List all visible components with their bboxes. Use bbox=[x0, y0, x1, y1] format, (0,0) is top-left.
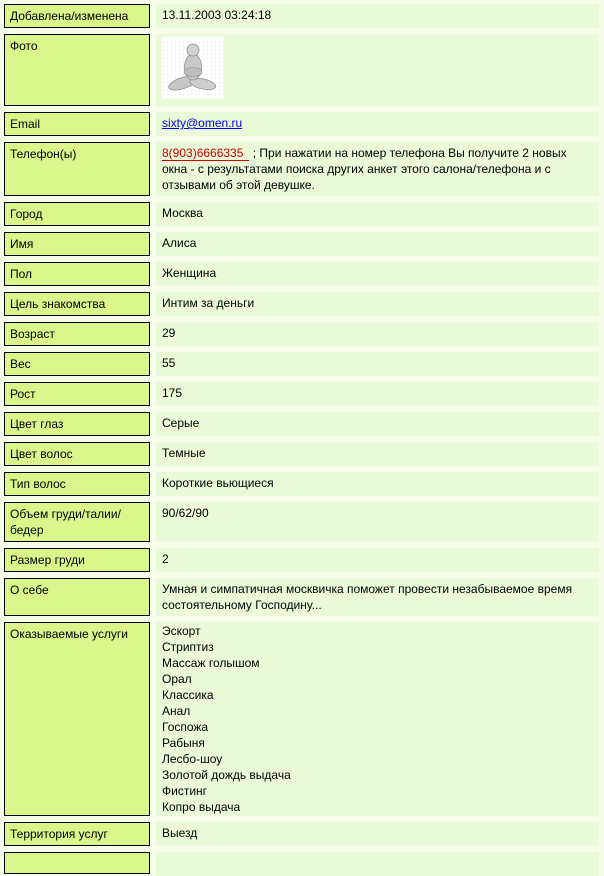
field-label: Email bbox=[4, 112, 150, 136]
table-row bbox=[4, 202, 599, 226]
table-row bbox=[4, 262, 599, 286]
field-value-text: 90/62/90 bbox=[162, 506, 209, 520]
field-value bbox=[156, 578, 599, 616]
service-item: Госпожа bbox=[162, 720, 209, 734]
field-label: Размер груди bbox=[4, 548, 150, 572]
field-value bbox=[156, 852, 599, 876]
field-value bbox=[156, 142, 599, 196]
field-value bbox=[156, 502, 599, 542]
table-row bbox=[4, 382, 599, 406]
field-value bbox=[156, 472, 599, 496]
field-value-text: Короткие вьющиеся bbox=[162, 476, 274, 490]
profile-photo[interactable] bbox=[162, 37, 224, 99]
field-value bbox=[156, 622, 599, 816]
table-row-cutoff bbox=[4, 852, 599, 876]
field-label: Оказываемые услуги bbox=[4, 622, 150, 816]
field-value-text: Выезд bbox=[162, 826, 198, 840]
field-label: Тип волос bbox=[4, 472, 150, 496]
service-item: Эскорт bbox=[162, 624, 201, 638]
field-label: Пол bbox=[4, 262, 150, 286]
service-item: Стриптиз bbox=[162, 640, 214, 654]
field-label: Возраст bbox=[4, 322, 150, 346]
field-value bbox=[156, 442, 599, 466]
service-item: Лесбо-шоу bbox=[162, 752, 223, 766]
field-value-text: Алиса bbox=[162, 236, 197, 250]
field-label: Цвет глаз bbox=[4, 412, 150, 436]
phone-link[interactable]: 8(903)6666335 bbox=[162, 146, 249, 161]
table-row bbox=[4, 578, 599, 616]
field-value bbox=[156, 202, 599, 226]
table-row bbox=[4, 112, 599, 136]
field-value bbox=[156, 412, 599, 436]
table-row bbox=[4, 4, 599, 28]
table-row bbox=[4, 548, 599, 572]
field-label: Город bbox=[4, 202, 150, 226]
field-label: Цвет волос bbox=[4, 442, 150, 466]
table-row bbox=[4, 34, 599, 106]
phone-note-text: ; При нажатии на номер телефона Вы получите 2 новых окна - с результатами поиска других анкет этого салона/телефона и с отзывами об этой девушке. bbox=[162, 146, 567, 192]
field-value bbox=[156, 112, 599, 136]
field-value bbox=[156, 548, 599, 572]
table-row bbox=[4, 322, 599, 346]
field-label: Вес bbox=[4, 352, 150, 376]
service-item: Классика bbox=[162, 688, 214, 702]
field-value-text: 55 bbox=[162, 356, 176, 370]
service-item: Анал bbox=[162, 704, 191, 718]
field-value bbox=[156, 382, 599, 406]
field-value-text: Женщина bbox=[162, 266, 217, 280]
figurine-photo-icon bbox=[162, 37, 224, 99]
table-row bbox=[4, 472, 599, 496]
field-label: Имя bbox=[4, 232, 150, 256]
service-item: Орал bbox=[162, 672, 192, 686]
table-row bbox=[4, 292, 599, 316]
field-value-text: Москва bbox=[162, 206, 203, 220]
field-label: Объем груди/талии/бедер bbox=[4, 502, 150, 542]
field-label: О себе bbox=[4, 578, 150, 616]
field-value bbox=[156, 262, 599, 286]
field-value-text: Интим за деньги bbox=[162, 296, 255, 310]
service-item: Копро выдача bbox=[162, 800, 241, 814]
field-value bbox=[156, 4, 599, 28]
field-value-text: 29 bbox=[162, 326, 176, 340]
email-link[interactable]: sixty@omen.ru bbox=[162, 116, 243, 130]
table-row bbox=[4, 822, 599, 846]
field-value-text: 13.11.2003 03:24:18 bbox=[162, 8, 272, 22]
field-value-text: 2 bbox=[162, 552, 169, 566]
field-value-text: 175 bbox=[162, 386, 183, 400]
field-label: Рост bbox=[4, 382, 150, 406]
service-item: Массаж голышом bbox=[162, 656, 260, 670]
field-value bbox=[156, 232, 599, 256]
field-value bbox=[156, 292, 599, 316]
field-label: Территория услуг bbox=[4, 822, 150, 846]
field-label: Цель знакомства bbox=[4, 292, 150, 316]
table-row bbox=[4, 412, 599, 436]
service-item: Золотой дождь выдача bbox=[162, 768, 291, 782]
table-row bbox=[4, 232, 599, 256]
field-value bbox=[156, 322, 599, 346]
field-value bbox=[156, 822, 599, 846]
table-row bbox=[4, 352, 599, 376]
table-row bbox=[4, 502, 599, 542]
field-label: Телефон(ы) bbox=[4, 142, 150, 196]
table-row bbox=[4, 442, 599, 466]
field-value-text: Темные bbox=[162, 446, 206, 460]
field-value-text: Умная и симпатичная москвичка поможет провести незабываемое время состоятельному Господину... bbox=[162, 582, 573, 612]
table-row bbox=[4, 622, 599, 816]
service-item: Фистинг bbox=[162, 784, 208, 798]
field-value bbox=[156, 352, 599, 376]
field-label: Фото bbox=[4, 34, 150, 106]
table-row bbox=[4, 142, 599, 196]
service-item: Рабыня bbox=[162, 736, 205, 750]
field-label: Добавлена/изменена bbox=[4, 4, 150, 28]
field-value-text: Серые bbox=[162, 416, 200, 430]
field-value bbox=[156, 34, 599, 106]
field-label bbox=[4, 852, 150, 874]
